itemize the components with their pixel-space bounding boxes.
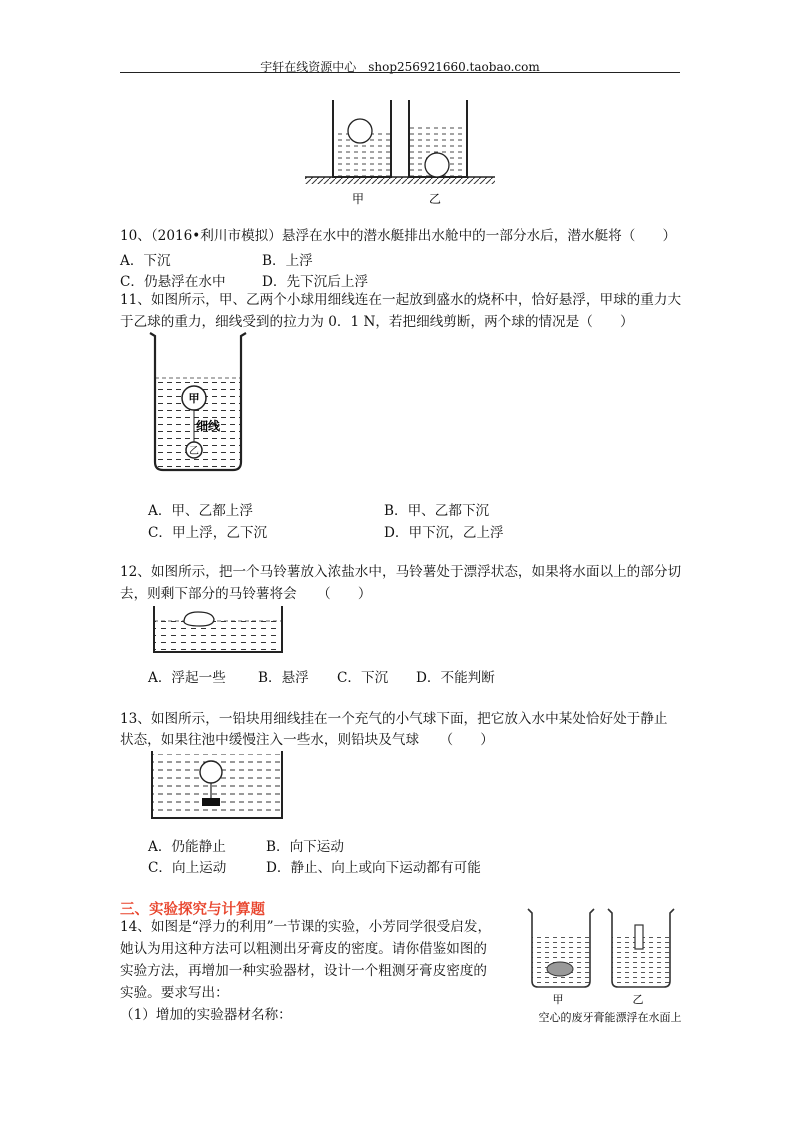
q10-option-d: D．先下沉后上浮 [262,274,369,290]
q13-stem-line2: 状态，如果往池中缓慢注入一些水，则铅块及气球 （ ） [120,732,494,748]
fig-caption: 空心的废牙膏能漂浮在水面上 [538,1011,682,1024]
q13-option-a: A．仍能静止 [148,839,226,855]
q14-sub1: （1）增加的实验器材名称： [120,1007,292,1023]
q13-stem-line1: 13、如图所示，一铅块用细线挂在一个充气的小气球下面，把它放入水中某处恰好处于静止 [120,711,668,727]
q11-option-c: C．甲上浮，乙下沉 [148,525,268,541]
balloon [200,761,222,783]
q14-stem-line1: 14、如图是“浮力的利用”一节课的实验，小芳同学很受启发， [120,919,492,935]
hollow-toothpaste-tube [635,925,643,949]
q14-stem-line4: 实验。要求写出： [120,985,229,1001]
lead-block [202,798,220,806]
q10-option-a: A．下沉 [120,253,171,269]
fig-label-jia: 甲 [552,993,564,1006]
ball-floating [348,119,372,143]
q13-option-d: D．静止、向上或向下运动都有可能 [266,860,481,876]
ball-sunk [425,153,449,177]
figure-beaker-two-balls [148,330,248,478]
crumpled-toothpaste [547,962,573,976]
q12-option-a: A．浮起一些 [148,670,226,686]
q13-option-b: B．向下运动 [266,839,344,855]
ball-yi-label: 乙 [189,446,199,457]
figure-toothpaste-beakers [520,905,700,1035]
section-title: 三、实验探究与计算题 [120,902,265,918]
ball-jia-label: 甲 [188,392,200,405]
q12-stem-line2: 去，则剩下部分的马铃薯将会 （ ） [120,586,372,602]
q12-option-c: C．下沉 [337,670,389,686]
q14-stem-line3: 实验方法，再增加一种实验器材，设计一个粗测牙膏皮密度的 [120,963,488,979]
string-label: 细线 [196,419,221,433]
q11-option-a: A．甲、乙都上浮 [148,503,253,519]
q11-option-d: D．甲下沉，乙上浮 [384,525,504,541]
header-rule [120,72,680,73]
q11-stem-line2: 于乙球的重力，细线受到的拉力为 0．1 N，若把细线剪断，两个球的情况是（ ） [120,314,634,330]
q10-stem: 10、（2016•利川市模拟）悬浮在水中的潜水艇排出水舱中的一部分水后，潜水艇将（ ） [120,228,677,244]
figure-balloon-lead [148,750,286,822]
page-header: 宇轩在线资源中心 shop256921660.taobao.com [260,60,540,74]
q12-stem-line1: 12、如图所示，把一个马铃薯放入浓盐水中，马铃薯处于漂浮状态，如果将水面以上的部分切 [120,564,682,580]
q11-stem-line1: 11、如图所示，甲、乙两个小球用细线连在一起放到盛水的烧杯中，恰好悬浮，甲球的重力大 [120,292,682,308]
potato [184,612,214,626]
fig-label-yi: 乙 [632,993,644,1006]
figure-two-beakers [305,95,495,215]
label-jia: 甲 [351,192,365,206]
q11-option-b: B．甲、乙都下沉 [384,503,490,519]
q12-option-b: B．悬浮 [258,670,309,686]
q10-option-b: B．上浮 [262,253,313,269]
q14-stem-line2: 她认为用这种方法可以粗测出牙膏皮的密度。请你借鉴如图的 [120,941,488,957]
q10-option-c: C．仍悬浮在水中 [120,274,226,290]
q13-option-c: C．向上运动 [148,860,227,876]
label-yi: 乙 [428,192,442,206]
q12-option-d: D．不能判断 [416,670,495,686]
figure-potato-in-brine [150,604,286,656]
